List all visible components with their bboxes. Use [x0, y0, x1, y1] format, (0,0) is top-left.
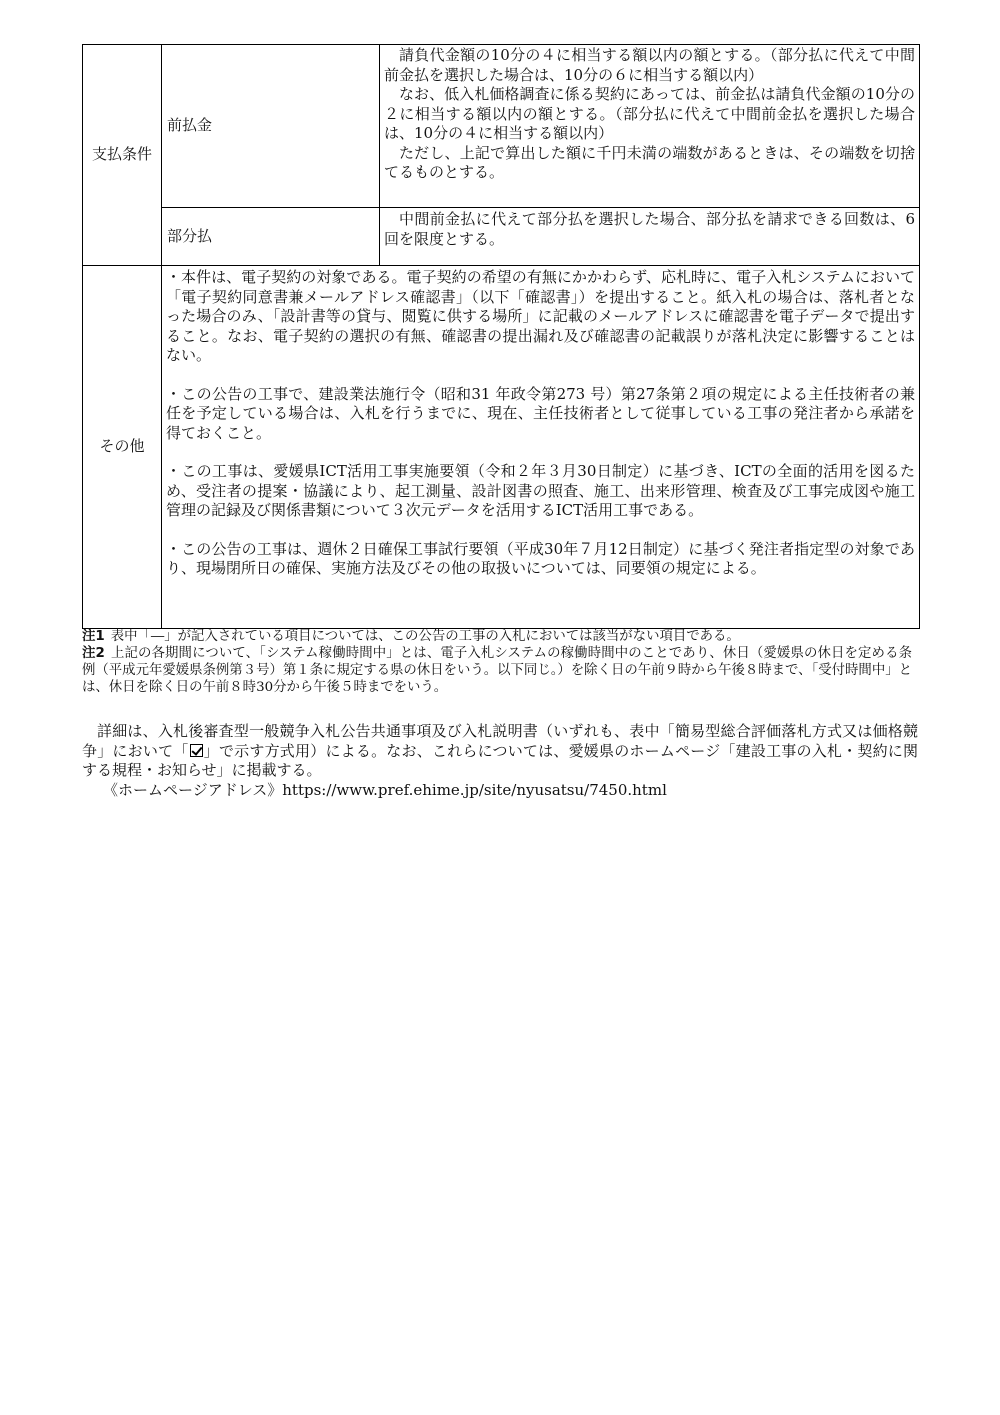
details-section	[82, 722, 918, 800]
payment-conditions-label: 支払条件	[83, 45, 162, 266]
details-text-after: 」で示す方式用）による。なお、これらについては、愛媛県のホームページ「建設工事の入札・契約に関する規程・お知らせ」に掲載する。	[82, 741, 918, 779]
other-item-1: ・本件は、電子契約の対象である。電子契約の希望の有無にかかわらず、応札時に、電子入札システムにおいて「電子契約同意書兼メールアドレス確認書」（以下「確認書」）を提出すること。紙入札の場合は、落札者となった場合のみ、「設計書等の貸与、閲覧に供する場所」に記載のメールアドレスに確認書を電子データで提出すること。なお、電子契約の選択の有無、確認書の提出漏れ及び確認書の記載誤りが落札決定に影響することはない。	[166, 268, 915, 364]
note-2-text: 上記の各期間について、「システム稼働時間中」とは、電子入札システムの稼働時間中のことであり、休日（愛媛県の休日を定める条例（平成元年愛媛県条例第３号）第１条に規定する県の休日をいう。以下同じ。）を除く日の午前９時から午後８時まで、「受付時間中」とは、休日を除く日の午前８時30分から午後５時までをいう。	[82, 646, 912, 695]
conditions-table	[82, 44, 920, 629]
advance-paragraph-3: ただし、上記で算出した額に千円未満の端数があるときは、その端数を切捨てるものとする。	[384, 143, 915, 181]
other-label: その他	[83, 266, 162, 629]
partial-payment-row	[83, 208, 920, 266]
advance-paragraph-1: 請負代金額の10分の４に相当する額以内の額とする。（部分払に代えて中間前金払を選択した場合は、10分の６に相当する額以内）	[384, 46, 915, 84]
note-1-head: 注1	[82, 629, 105, 644]
advance-paragraph-2: なお、低入札価格調査に係る契約にあっては、前金払は請負代金額の10分の２に相当する額以内の額とする。（部分払に代えて中間前金払を選択した場合は、10分の４に相当する額以内）	[384, 85, 915, 142]
checkbox-checked-icon	[190, 744, 203, 757]
homepage-address: 《ホームページアドレス》https://www.pref.ehime.jp/site/nyusatsu/7450.html	[103, 780, 667, 799]
note-1	[82, 628, 912, 645]
note-1-text: 表中「―」が記入されている項目については、この公告の工事の入札においては該当がない項目である。	[110, 629, 740, 644]
other-item-2: ・この公告の工事で、建設業法施行令（昭和31 年政令第273 号）第27条第２項の規定による主任技術者の兼任を予定している場合は、入札を行うまでに、現在、主任技術者として従事している工事の発注者から承諾を得ておくこと。	[166, 384, 915, 442]
other-item-3: ・この工事は、愛媛県ICT活用工事実施要領（令和２年３月30日制定）に基づき、ICTの全面的活用を図るため、受注者の提案・協議により、起工測量、設計図書の照査、施工、出来形管理、検査及び工事完成図や施工管理の記録及び関係書類について３次元データを活用するICT活用工事である。	[166, 462, 915, 519]
advance-payment-label: 前払金	[162, 45, 380, 208]
details-paragraph	[82, 722, 918, 781]
other-text	[162, 266, 920, 629]
note-2	[82, 645, 912, 696]
other-item-4: ・この公告の工事は、週休２日確保工事試行要領（平成30年７月12日制定）に基づく発注者指定型の対象であり、現場閉所日の確保、実施方法及びその他の取扱いについては、同要領の規定による。	[166, 539, 915, 577]
advance-payment-text	[380, 45, 920, 208]
note-2-head: 注2	[82, 646, 105, 661]
partial-paragraph: 中間前金払に代えて部分払を選択した場合、部分払を請求できる回数は、6回を限度とする。	[384, 210, 915, 248]
other-row	[83, 266, 920, 629]
partial-payment-text	[380, 208, 920, 266]
details-text-before: 詳細は、入札後審査型一般競争入札公告共通事項及び入札説明書（いずれも、表中「簡易型総合評価落札方式又は価格競争」において「	[82, 722, 918, 760]
advance-payment-row	[83, 45, 920, 208]
notes-section	[82, 628, 912, 696]
partial-payment-label: 部分払	[162, 208, 380, 266]
